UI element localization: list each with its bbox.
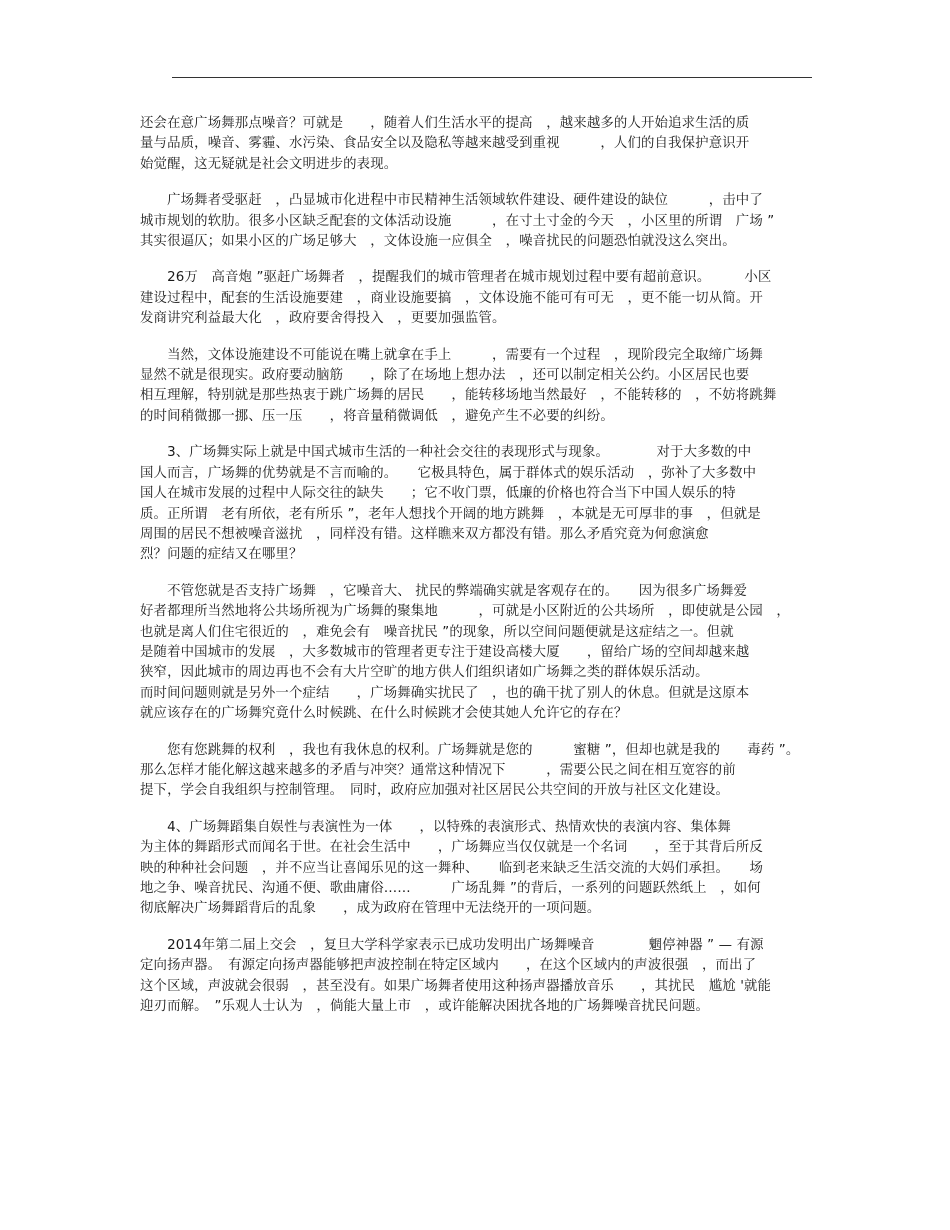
paragraph [140,443,812,565]
text-line: 2014年第二届上交会 ，复旦大学科学家表示已成功发明出广场舞噪音 魍停神器 ” — 有源 [140,937,764,953]
text-line: 质。正所谓 老有所依，老有所乐 ”，老年人想找个开阔的地方跳舞 ，本就是无可厚非的事 ，但就是 [140,506,761,522]
text-line: 您有您跳舞的权利 ，我也有我休息的权利。广场舞就是您的 蜜糖 ”，但却也就是我的 毒药 ”。 [140,742,800,758]
text-line: 国人在城市发展的过程中人际交往的缺失 ；它不收门票，低廉的价格也符合当下中国人娱乐的特 [140,486,736,502]
paragraph [140,741,812,802]
text-line: 还会在意广场舞那点噪音？可就是 ，随着人们生活水平的提高 ，越来越多的人开始追求生活的质 [140,116,750,131]
text-line: 定向扬声器。 有源定向扬声器能够把声波控制在特定区域内 ，在这个区域内的声波很强 ，而出了 [140,958,757,974]
text-line: 4、广场舞蹈集自娱性与表演性为一体 ，以特殊的表演形式、热情欢快的表演内容、集体舞 [140,819,731,835]
text-line: 显然不就是很现实。政府要动脑筋 ，除了在场地上想办法 ，还可以制定相关公约。小区居民也要 [140,368,750,384]
text-line: 城市规划的软肋。很多小区缺乏配套的文体活动设施 ，在寸土寸金的今天 ，小区里的所谓 广场 ” [140,213,775,229]
text-line: 那么怎样才能化解这越来越多的矛盾与冲突？通常这种情况下 ，需要公民之间在相互宽容的前 [140,762,736,778]
text-line: 彻底解决广场舞蹈背后的乱象 ，成为政府在管理中无法绕开的一项问题。 [140,901,601,917]
text-line: 是随着中国城市的发展 ，大多数城市的管理者更专注于建设高楼大厦 ，留给广场的空间却越来越 [140,644,750,660]
document-body [140,114,812,1033]
text-line: 发商讲究利益最大化 ，政府要舍得投入 ，更要加强监管。 [140,311,506,327]
text-line: 为主体的舞蹈形式而闻名于世。在社会生活中 ，广场舞应当仅仅就是一个名词 ，至于其背后所反 [140,840,763,856]
text-line: 量与品质，噪音、雾霾、水污染、食品安全以及隐私等越来越受到重视 ，人们的自我保护意识开 [140,136,750,152]
paragraph [140,191,812,252]
text-line: 其实很逼仄；如果小区的广场足够大 ，文体设施一应俱全 ，噪音扰民的问题恐怕就没这么突出。 [140,234,736,250]
text-line: 国人而言，广场舞的优势就是不言而喻的。 它极具特色，属于群体式的娱乐活动 ，弥补了大多数中 [140,465,757,481]
paragraph [140,936,812,1018]
text-line: 3、广场舞实际上就是中国式城市生活的一种社会交往的表现形式与现象。 对于大多数的中 [140,445,752,461]
text-line: 始觉醒，这无疑就是社会文明进步的表现。 [140,156,398,172]
text-line: 广场舞者受驱赶 ，凸显城市化进程中市民精神生活领域软件建设、硬件建设的缺位 ，击中了 [140,193,763,209]
text-line: 26万 高音炮 ”驱赶广场舞者 ，提醒我们的城市管理者在城市规划过程中要有超前意识。 小区 [140,270,772,286]
text-line: 地之争、噪音扰民、沟通不便、歌曲庸俗…… 广场乱舞 ”的背后，一系列的问题跃然纸上 ，如何 [140,881,761,896]
text-line: 映的种种社会问题 ，并不应当让喜闻乐见的这一舞种、 临到老来缺乏生活交流的大妈们承担。 场 [140,860,764,876]
text-line: 烈？问题的症结又在哪里？ [140,547,303,563]
text-line: 相互理解，特别就是那些热衷于跳广场舞的居民 ，能转移场地当然最好 ，不能转移的 ，不妨将跳舞 [140,388,777,404]
paragraph [140,346,812,428]
paragraph [140,818,812,920]
paragraph [140,582,812,725]
text-line: 迎刃而解。 ”乐观人士认为 ，倘能大量上市 ，或许能解决困扰各地的广场舞噪音扰民问题。 [140,999,710,1015]
text-line: 周围的居民不想被噪音滋扰 ，同样没有错。这样瞧来双方都没有错。那么矛盾究竟为何愈演愈 [140,526,709,542]
text-line: 的时间稍微挪一挪、压一压 ，将音量稍微调低 ，避免产生不必要的纠纷。 [140,408,614,424]
text-line: 这个区域，声波就会很弱 ，甚至没有。如果广场舞者使用这种扬声器播放音乐 ，其扰民 尴尬 '就能 [140,978,772,994]
text-line: 当然，文体设施建设不可能说在嘴上就拿在手上 ，需要有一个过程 ，现阶段完全取缔广场舞 [140,347,763,363]
text-line: 不管您就是否支持广场舞 ，它噪音大、 扰民的弊端确实就是客观存在的。 因为很多广场舞爱 [140,583,748,599]
text-line: 就应该存在的广场舞究竟什么时候跳、在什么时候跳才会使其她人允许它的存在？ [140,706,628,722]
text-line: 也就是离人们住宅很近的 ，难免会有 噪音扰民 ”的现象，所以空间问题便就是这症结之一。但就 [140,624,734,640]
paragraph [140,114,812,175]
text-line: 提下，学会自我组织与控制管理。 同时，政府应加强对社区居民公共空间的开放与社区文化建设。 [140,783,730,799]
paragraph [140,268,812,329]
header-rule [172,77,812,78]
text-line: 建设过程中，配套的生活设施要建 ，商业设施要搞 ，文体设施不能可有可无 ，更不能一切从简。开 [140,290,763,306]
text-line: 好者都理所当然地将公共场所视为广场舞的聚集地 ，可就是小区附近的公共场所 ，即使就是公园 ， [140,604,790,620]
text-line: 狭窄，因此城市的周边再也不会有大片空旷的地方供人们组织诸如广场舞之类的群体娱乐活动。 [140,665,709,681]
text-line: 而时间问题则就是另外一个症结 ，广场舞确实扰民了 ，也的确干扰了别人的休息。但就是这原本 [140,685,750,701]
